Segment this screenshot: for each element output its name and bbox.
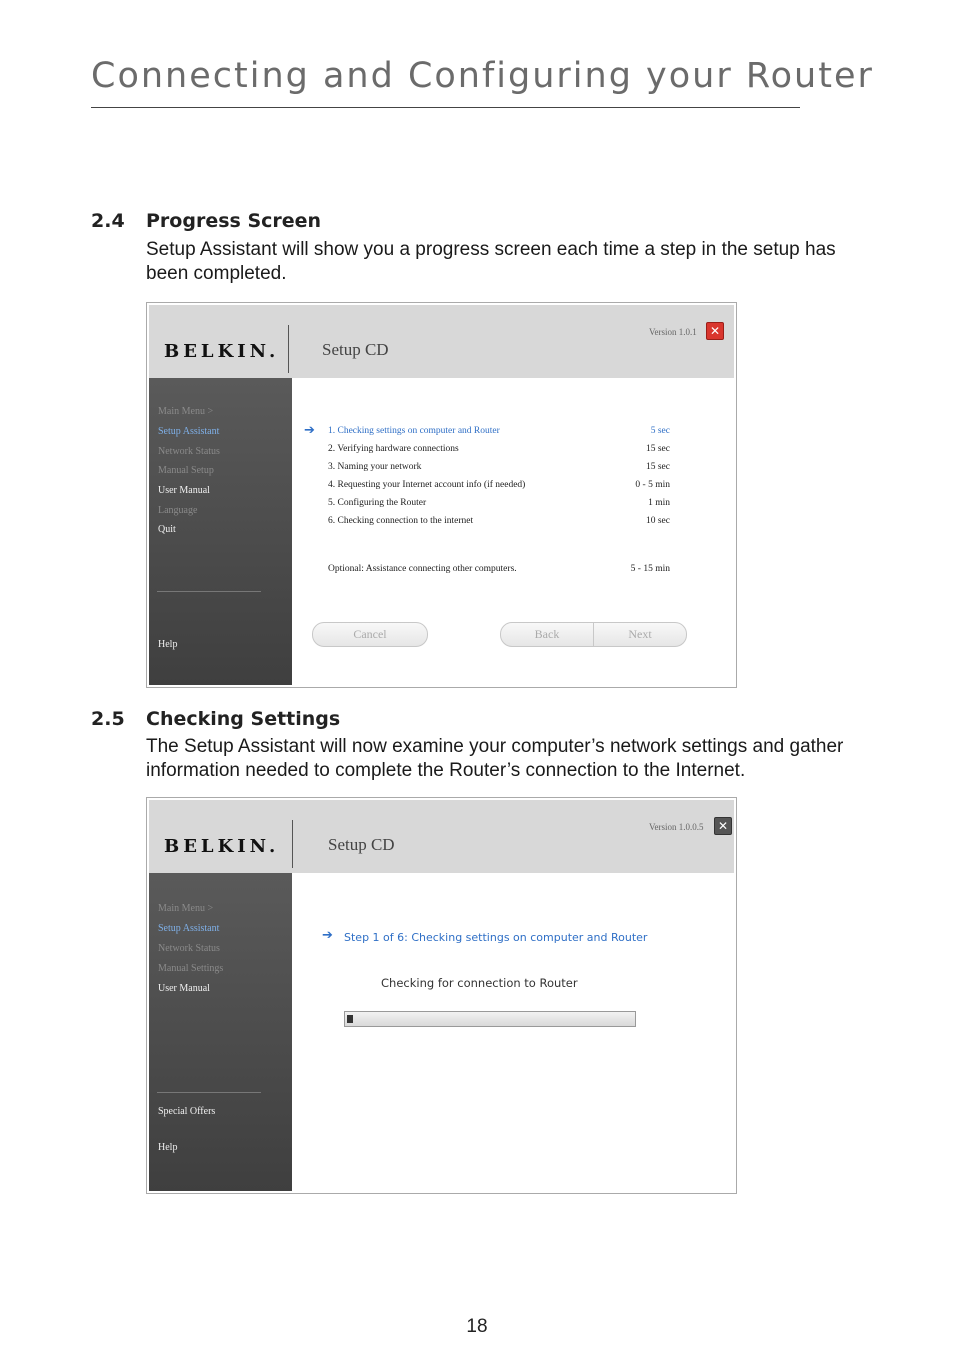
step-label: 6. Checking connection to the internet [328,516,474,526]
section-number: 2.4 [91,210,125,232]
sidebar-item-manual-setup[interactable]: Manual Setup [158,465,214,476]
app-title: Setup CD [328,835,395,854]
step-arrow-icon: ➔ [322,928,333,943]
close-icon[interactable]: ✕ [714,817,732,835]
sidebar-item-setup-assistant[interactable]: Setup Assistant [158,923,220,934]
step-label: 2. Verifying hardware connections [328,444,459,454]
step-time: 10 sec [645,516,670,526]
version-label: Version 1.0.1 [649,327,697,337]
progress-fill [347,1015,353,1023]
setup-cd-screenshot-checking [146,797,737,1194]
header-separator [292,820,293,868]
version-label: Version 1.0.0.5 [649,822,704,832]
header-separator [288,325,289,373]
app-header [149,305,734,378]
sidebar-item-setup-assistant[interactable]: Setup Assistant [158,426,220,437]
section-title: Progress Screen [146,210,322,232]
app-title: Setup CD [322,340,389,359]
sidebar-item-network-status[interactable]: Network Status [158,446,220,457]
sidebar-item-manual-settings[interactable]: Manual Settings [158,963,224,974]
page-number: 18 [466,1316,488,1337]
cancel-button[interactable]: Cancel [312,622,428,647]
sidebar-item-language[interactable]: Language [158,505,198,516]
close-icon[interactable]: ✕ [706,322,724,340]
sidebar-item-main-menu[interactable]: Main Menu > [158,406,214,417]
back-next-button-group [500,622,687,647]
setup-cd-screenshot-progress [146,302,737,688]
belkin-logo: BELKIN. [164,341,280,362]
step-label: 3. Naming your network [328,462,422,472]
step-time: 5 sec [650,426,670,436]
next-button[interactable]: Next [628,627,652,641]
sidebar [149,873,292,1191]
checking-status-text: Checking for connection to Router [381,976,578,990]
step-time: 1 min [648,498,670,508]
section-number: 2.5 [91,708,125,730]
sidebar-item-help[interactable]: Help [158,639,178,650]
sidebar-divider [157,1092,261,1093]
step-heading: Step 1 of 6: Checking settings on computer and Router [344,931,648,944]
section-title: Checking Settings [146,708,341,730]
sidebar [149,378,292,685]
step-time: 0 - 5 min [635,480,670,490]
sidebar-item-main-menu[interactable]: Main Menu > [158,903,214,914]
app-header [149,800,734,873]
optional-time: 5 - 15 min [630,564,670,574]
belkin-logo: BELKIN. [164,836,280,857]
step-time: 15 sec [645,444,670,454]
current-step-arrow-icon: ➔ [304,423,315,438]
progress-bar [344,1011,636,1027]
step-label: 4. Requesting your Internet account info (if needed) [328,480,526,490]
title-divider [91,107,800,108]
step-label: 1. Checking settings on computer and Router [328,426,500,436]
sidebar-item-user-manual[interactable]: User Manual [158,485,210,496]
sidebar-item-special-offers[interactable]: Special Offers [158,1106,216,1117]
section-body: Setup Assistant will show you a progress screen each time a step in the setup has been completed. [146,239,836,284]
section-body: The Setup Assistant will now examine your computer’s network settings and gather information needed to complete the Router’s connection to the Internet. [146,736,844,781]
step-label: 5. Configuring the Router [328,498,427,508]
sidebar-item-help[interactable]: Help [158,1142,178,1153]
content-panel [292,873,734,1191]
step-time: 15 sec [645,462,670,472]
sidebar-divider [157,591,261,592]
sidebar-item-quit[interactable]: Quit [158,524,176,535]
optional-label: Optional: Assistance connecting other computers. [328,564,517,574]
sidebar-item-user-manual[interactable]: User Manual [158,983,210,994]
page-title: Connecting and Configuring your Router [91,56,874,96]
sidebar-item-network-status[interactable]: Network Status [158,943,220,954]
content-panel [292,378,734,685]
back-button[interactable]: Back [534,627,560,641]
